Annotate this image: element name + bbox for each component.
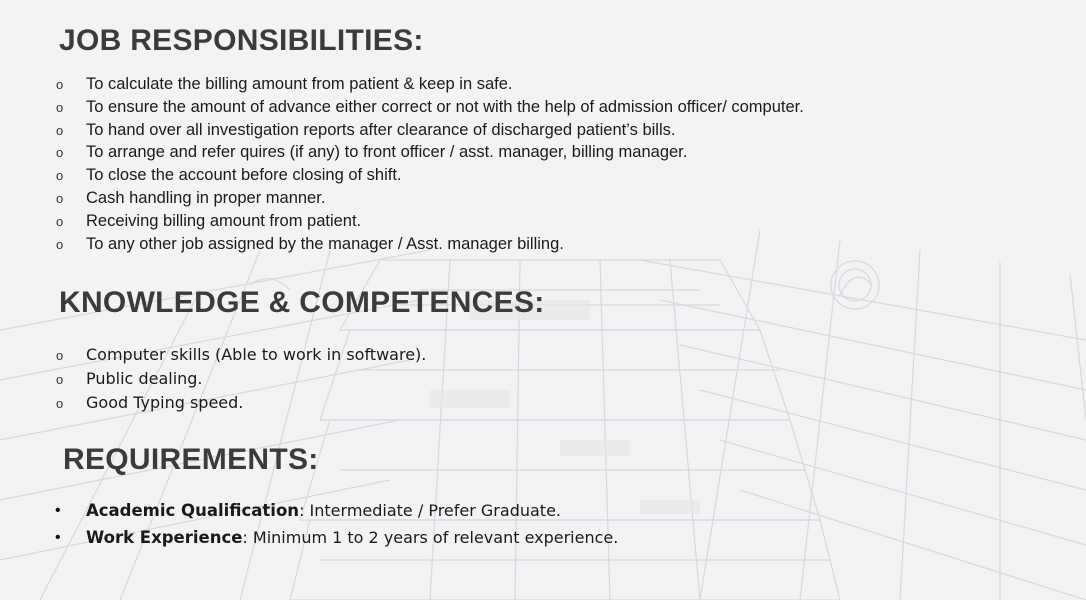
filled-bullet-icon: • bbox=[55, 502, 61, 519]
list-item bbox=[55, 497, 618, 524]
list-item: o To ensure the amount of advance either correct or not with the help of admission officer/ computer. bbox=[86, 96, 804, 119]
list-item: o Computer skills (Able to work in software). bbox=[86, 343, 426, 367]
list-item: o Public dealing. bbox=[86, 367, 426, 391]
list-item: o Cash handling in proper manner. bbox=[86, 187, 804, 210]
filled-bullet-icon: • bbox=[55, 529, 61, 546]
hollow-bullet-icon: o bbox=[56, 190, 64, 206]
list-item: o Good Typing speed. bbox=[86, 391, 426, 415]
hollow-bullet-icon: o bbox=[56, 168, 64, 184]
section-heading-requirements: REQUIREMENTS: bbox=[63, 443, 319, 476]
requirement-label: Work Experience bbox=[86, 528, 243, 547]
list-item: o To arrange and refer quires (if any) to front officer / asst. manager, billing manager. bbox=[86, 141, 804, 164]
hollow-bullet-icon: o bbox=[56, 396, 64, 411]
responsibilities-list bbox=[56, 73, 804, 255]
hollow-bullet-icon: o bbox=[56, 145, 64, 161]
list-item: o Receiving billing amount from patient. bbox=[86, 210, 804, 233]
hollow-bullet-icon: o bbox=[56, 99, 64, 115]
list-item bbox=[55, 524, 619, 551]
list-item: o To hand over all investigation reports after clearance of discharged patient’s bills. bbox=[86, 119, 804, 142]
hollow-bullet-icon: o bbox=[56, 77, 64, 92]
hollow-bullet-icon: o bbox=[56, 372, 64, 387]
hollow-bullet-icon: o bbox=[56, 213, 64, 229]
list-item: o To any other job assigned by the manager / Asst. manager billing. bbox=[86, 233, 804, 256]
hollow-bullet-icon: o bbox=[56, 348, 64, 363]
hollow-bullet-icon: o bbox=[56, 236, 64, 252]
requirement-label: Academic Qualification bbox=[86, 501, 300, 520]
requirement-value: : Minimum 1 to 2 years of relevant experience. bbox=[242, 528, 619, 547]
section-heading-job-responsibilities: JOB RESPONSIBILITIES: bbox=[59, 24, 424, 57]
hollow-bullet-icon: o bbox=[56, 122, 64, 138]
requirement-value: : Intermediate / Prefer Graduate. bbox=[299, 501, 561, 520]
section-heading-knowledge-competences: KNOWLEDGE & COMPETENCES: bbox=[59, 286, 545, 319]
list-item: o To close the account before closing of shift. bbox=[86, 164, 804, 187]
requirements-list bbox=[55, 497, 619, 551]
knowledge-list bbox=[56, 343, 427, 415]
list-item: o To calculate the billing amount from patient & keep in safe. bbox=[86, 73, 804, 96]
